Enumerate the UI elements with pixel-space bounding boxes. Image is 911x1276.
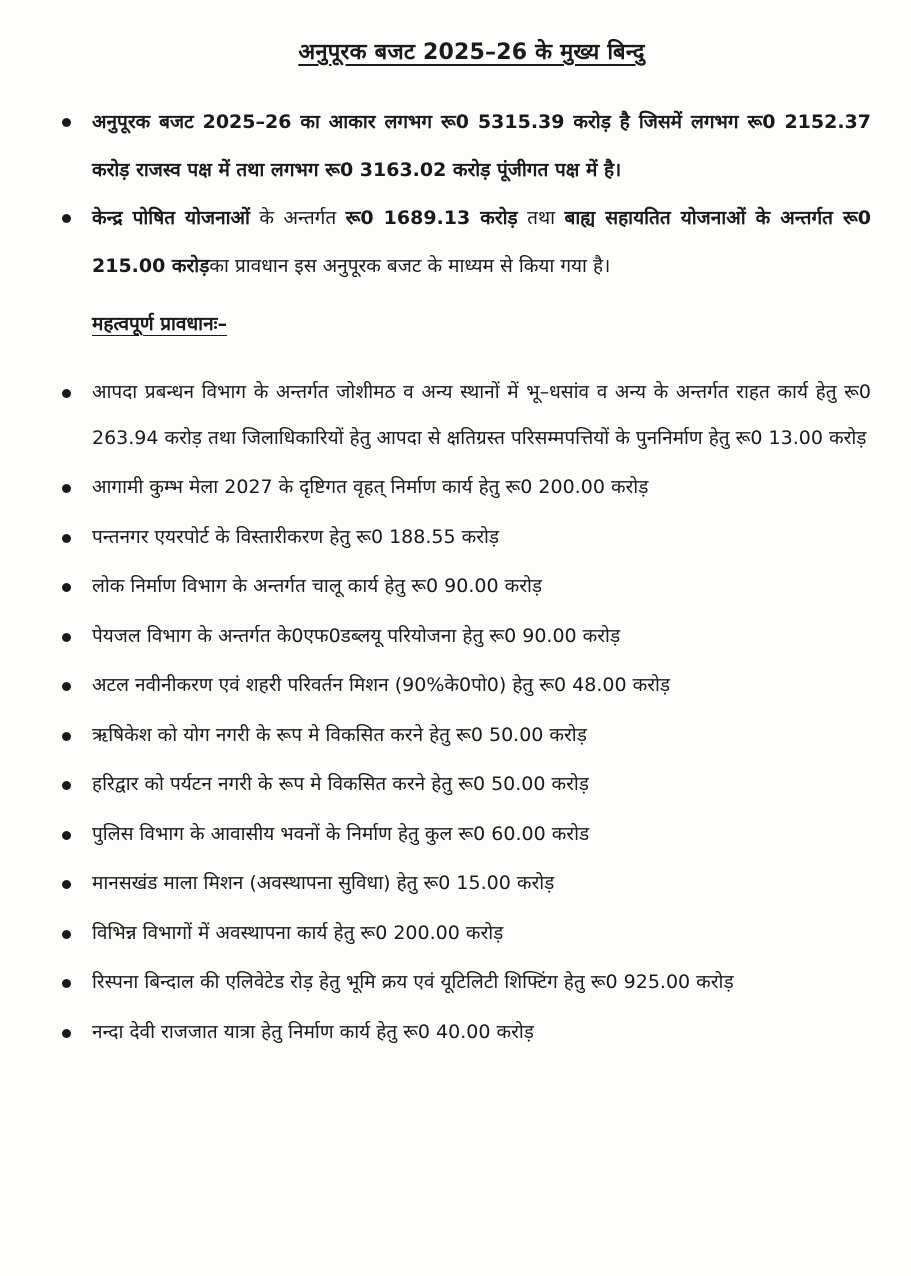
bullet-dot <box>62 633 71 642</box>
provision-item <box>62 911 871 957</box>
bullet-dot <box>62 979 71 988</box>
provision-text: अटल नवीनीकरण एवं शहरी परिवर्तन मिशन (90%के0पो0) हेतु रू0 48.00 करोड़ <box>92 674 671 696</box>
provision-item <box>62 370 871 461</box>
provision-item <box>62 515 871 561</box>
central-schemes-amount: रू0 1689.13 करोड़ <box>345 207 518 229</box>
summary-point-budget-size <box>62 98 871 194</box>
provision-item <box>62 663 871 709</box>
bullet-dot <box>62 930 71 939</box>
bullet-dot <box>62 214 71 223</box>
bullet-dot <box>62 389 71 398</box>
bullet-dot <box>62 118 71 127</box>
section-subheading: महत्वपूर्ण प्रावधानः– <box>92 313 227 335</box>
provision-text: हरिद्वार को पर्यटन नगरी के रूप मे विकसित करने हेतु रू0 50.00 करोड़ <box>92 773 589 795</box>
provision-item <box>62 1010 871 1056</box>
provision-text: पन्तनगर एयरपोर्ट के विस्तारीकरण हेतु रू0 188.55 करोड़ <box>92 525 500 548</box>
provision-text: ऋषिकेश को योग नगरी के रूप मे विकसित करने हेतु रू0 50.00 करोड़ <box>92 723 587 746</box>
central-schemes-label: केन्द्र पोषित योजनाओं <box>92 207 250 229</box>
provision-text: आपदा प्रबन्धन विभाग के अन्तर्गत जोशीमठ व अन्य स्थानों में भू–धसांव व अन्य के अन्तर्गत राहत कार्य हेतु रू0 263.94 करोड़ तथा जिलाधिकारियों हेतु आपदा से क्षतिग्रस्त परिसम्मपत्तियों के पुननिर्माण हेतु रू0 13.00 करोड़ <box>92 381 871 449</box>
summary-text-segment: तथा <box>517 207 565 229</box>
summary-point-schemes <box>62 194 871 290</box>
provision-text: पुलिस विभाग के आवासीय भवनों के निर्माण हेतु कुल रू0 60.00 करोड <box>92 822 590 845</box>
provision-text: रिस्पना बिन्दाल की एलिवेटेड रोड़ हेतु भूमि क्रय एवं यूटिलिटी शिफ्टिंग हेतु रू0 925.00 करोड़ <box>92 971 734 993</box>
bullet-dot <box>62 880 71 889</box>
bullet-dot <box>62 1029 71 1038</box>
summary-text-segment: के अन्तर्गत <box>249 207 346 229</box>
page-title: अनुपूरक बजट 2025–26 के मुख्य बिन्दु <box>298 40 645 65</box>
provision-item <box>62 614 871 660</box>
provision-item <box>62 713 871 759</box>
external-aid-schemes-amount: बाह्य सहायतित योजनाओं के अन्तर्गत रू0 215.00 करोड़ <box>92 207 872 277</box>
bullet-dot <box>62 831 71 840</box>
provision-text: मानसखंड माला मिशन (अवस्थापना सुविधा) हेतु रू0 15.00 करोड़ <box>92 872 555 894</box>
provision-text: विभिन्न विभागों में अवस्थापना कार्य हेतु रू0 200.00 करोड़ <box>92 921 504 944</box>
provision-text: नन्दा देवी राजजात यात्रा हेतु निर्माण कार्य हेतु रू0 40.00 करोड़ <box>92 1020 534 1043</box>
bullet-dot <box>62 682 71 691</box>
provision-text: पेयजल विभाग के अन्तर्गत के0एफ0डब्लयू परियोजना हेतु रू0 90.00 करोड़ <box>92 624 621 647</box>
provision-item <box>62 762 871 808</box>
bullet-dot <box>62 583 71 592</box>
summary-text-segment: का प्रावधान इस अनुपूरक बजट के माध्यम से किया गया है। <box>209 255 611 277</box>
provision-item <box>62 564 871 610</box>
provision-item <box>62 465 871 511</box>
provisions-list <box>62 370 871 1055</box>
bullet-dot <box>62 534 71 543</box>
provision-item <box>62 960 871 1006</box>
provision-item <box>62 812 871 858</box>
provision-text: लोक निर्माण विभाग के अन्तर्गत चालू कार्य हेतु रू0 90.00 करोड़ <box>92 575 543 597</box>
provision-item <box>62 861 871 907</box>
bullet-dot <box>62 732 71 741</box>
bullet-dot <box>62 484 71 493</box>
summary-point-text: अनुपूरक बजट 2025–26 का आकार लगभग रू0 5315.39 करोड़ है जिसमें लगभग रू0 2152.37 करोड़ राजस्व पक्ष में तथा लगभग रू0 3163.02 करोड़ पूंजीगत पक्ष में है। <box>92 111 871 181</box>
bullet-dot <box>62 781 71 790</box>
provision-text: आगामी कुम्भ मेला 2027 के दृष्टिगत वृहत् निर्माण कार्य हेतु रू0 200.00 करोड़ <box>92 476 649 498</box>
summary-list <box>62 98 871 290</box>
